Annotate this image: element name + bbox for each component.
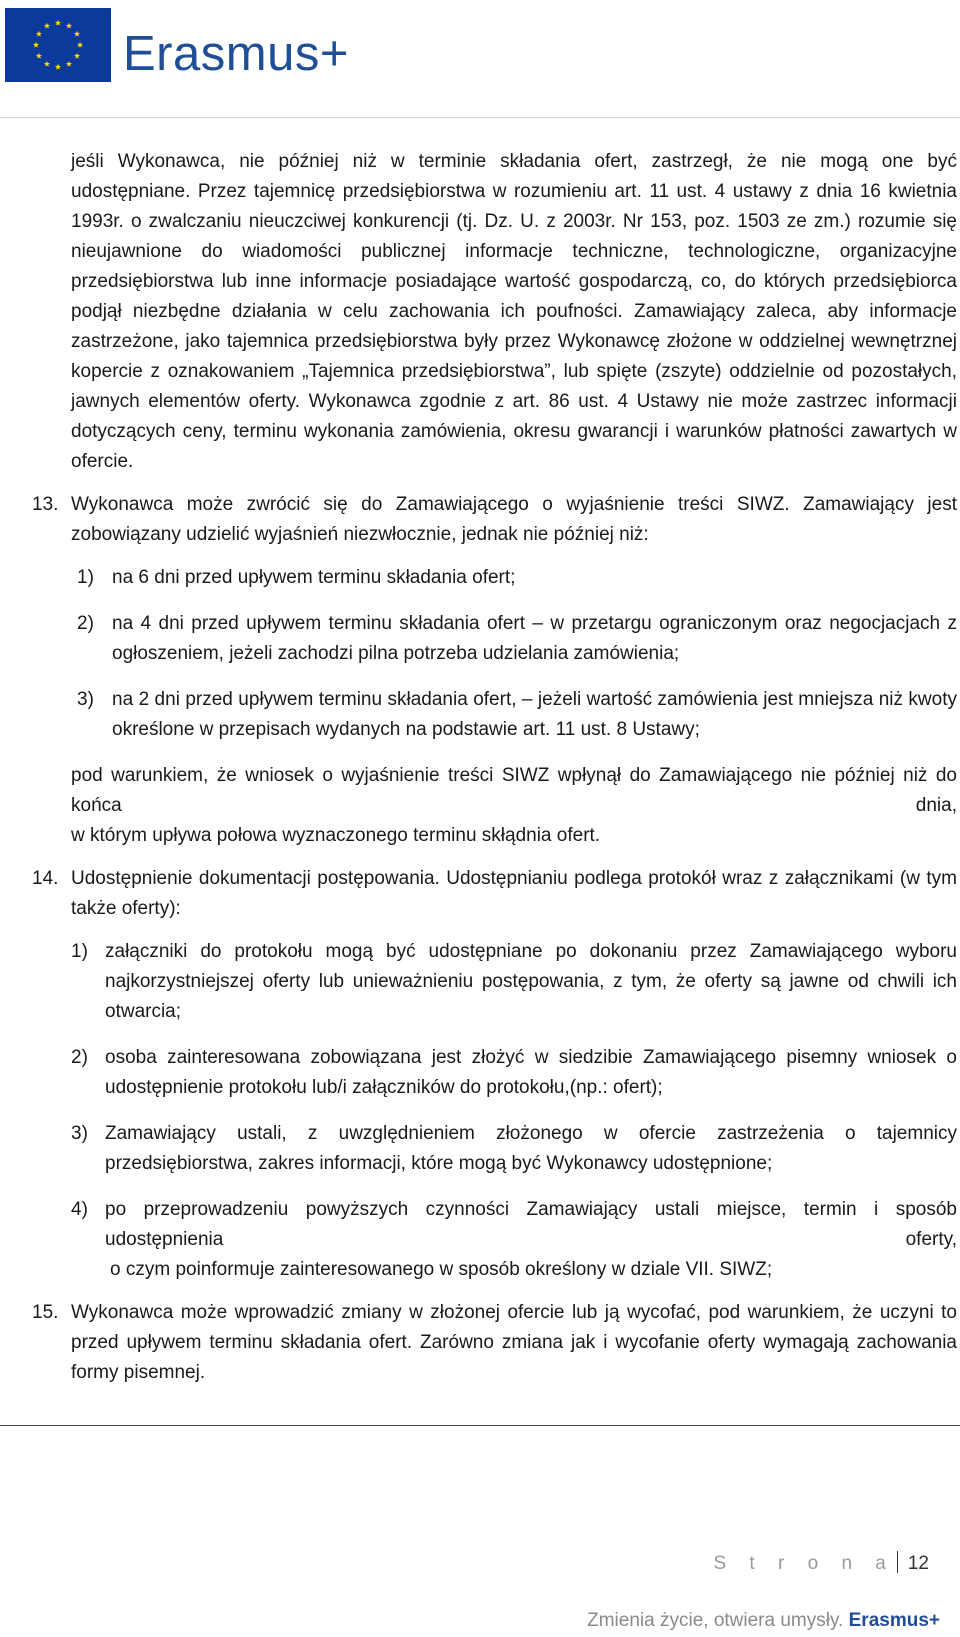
list-item [71, 609, 957, 669]
section-13 [32, 490, 957, 851]
eu-star-icon [74, 53, 80, 59]
section-15-text: Wykonawca może wprowadzić zmiany w złożonej ofercie lub ją wycofać, pod warunkiem, że uczyni to przed upływem terminu składania ofert. Zarówno zmiana jak i wycofanie oferty wymagają zachowania formy pisemnej. [71, 1302, 957, 1383]
page-number-value: 12 [907, 1553, 929, 1574]
page-separator [897, 1551, 898, 1573]
list-item-text: osoba zainteresowana zobowiązana jest złożyć w siedzibie Zamawiającego pisemny wniosek o udostępnienie protokołu lub/i załączników do protokołu,(np.: ofert); [105, 1047, 957, 1098]
eu-flag-icon [5, 8, 111, 82]
section-13-outro: pod warunkiem, że wniosek o wyjaśnienie treści SIWZ wpłynął do Zamawiającego nie później niż do końca dnia, [71, 765, 957, 816]
list-item-text-cont: o czym poinformuje zainteresowanego w sposób określony w dziale VII. SIWZ; [110, 1259, 773, 1280]
list-item-text: na 2 dni przed upływem terminu składania ofert, – jeżeli wartość zamówienia jest mniejsza niż kwoty określone w przepisach wydanych na podstawie art. 11 ust. 8 Ustawy; [112, 689, 957, 740]
eu-star-icon [77, 42, 83, 48]
section-13-outro-cont: w którym upływa połowa wyznaczonego terminu skłądnia ofert. [71, 825, 601, 846]
section-15 [32, 1298, 957, 1388]
eu-star-icon [44, 23, 50, 29]
list-item-number: 3) [77, 689, 94, 710]
list-item [71, 937, 957, 1027]
eu-star-icon [66, 61, 72, 67]
eu-star-icon [55, 64, 61, 70]
list-item-text: na 4 dni przed upływem terminu składania ofert – w przetargu ograniczonym oraz negocjacjach z ogłoszeniem, jeżeli zachodzi pilna potrzeba udzielania zamówienia; [112, 613, 957, 664]
list-item-number: 2) [71, 1047, 88, 1068]
section-13-intro: Wykonawca może zwrócić się do Zamawiającego o wyjaśnienie treści SIWZ. Zamawiający jest zobowiązany udzielić wyjaśnień niezwłocznie, jednak nie później niż: [71, 494, 957, 545]
page-label: S t r o n a [713, 1553, 895, 1574]
erasmus-logo-text: Erasmus+ [123, 27, 349, 81]
section-number: 13. [32, 494, 59, 515]
eu-star-icon [36, 53, 42, 59]
page-number [713, 1551, 929, 1575]
footer-divider [0, 1425, 960, 1426]
eu-star-icon [55, 20, 61, 26]
section-number: 14. [32, 868, 59, 889]
list-item-number: 1) [71, 941, 88, 962]
list-item [71, 1195, 957, 1285]
list-item [71, 1043, 957, 1103]
eu-stars-icon [5, 8, 111, 82]
eu-star-icon [74, 31, 80, 37]
list-item-text: załączniki do protokołu mogą być udostępniane po dokonaniu przez Zamawiającego wyboru najkorzystniejszej oferty lub unieważnieniu postępowania, z tym, że oferty są jawne od chwili ich otwarcia; [105, 941, 957, 1022]
list-item [71, 563, 957, 593]
header-divider [0, 117, 960, 118]
list-item [71, 1119, 957, 1179]
eu-star-icon [33, 42, 39, 48]
slogan-brand: Erasmus+ [848, 1610, 940, 1631]
section-number: 15. [32, 1302, 59, 1323]
page-header [0, 0, 960, 120]
slogan-text: Zmienia życie, otwiera umysły. [587, 1610, 844, 1631]
continuation-paragraph: jeśli Wykonawca, nie później niż w terminie składania ofert, zastrzegł, że nie mogą one być udostępniane. Przez tajemnicę przedsiębiorstwa w rozumieniu art. 11 ust. 4 ustawy z dnia 16 kwietnia 1993r. o zwalczaniu nieuczciwej konkurencji (tj. Dz. U. z 2003r. Nr 153, poz. 1503 ze zm.) rozumie się nieujawnione do wiadomości publicznej informacje techniczne, technologiczne, organizacyjne przedsiębiorstwa lub inne informacje posiadające wartość gospodarczą, co, do których przedsiębiorca podjął niezbędne działania w celu zachowania ich poufności. Zamawiający zaleca, aby informacje zastrzeżone, jako tajemnica przedsiębiorstwa były przez Wykonawcę złożone w oddzielnej wewnętrznej kopercie z oznakowaniem „Tajemnica przedsiębiorstwa”, lub spięte (zszyte) oddzielnie od pozostałych, jawnych elementów oferty. Wykonawca zgodnie z art. 86 ust. 4 Ustawy nie może zastrzec informacji dotyczących ceny, terminu wykonania zamówienia, okresu gwarancji i warunków płatności zawartych w ofercie. [71, 151, 957, 472]
list-item [71, 685, 957, 745]
section-14 [32, 864, 957, 1285]
eu-star-icon [36, 31, 42, 37]
list-item-number: 3) [71, 1123, 88, 1144]
eu-star-icon [66, 23, 72, 29]
list-item-number: 2) [77, 613, 94, 634]
list-item-number: 1) [77, 567, 94, 588]
list-item-text: Zamawiający ustali, z uwzględnieniem złożonego w ofercie zastrzeżenia o tajemnicy przedsiębiorstwa, zakres informacji, które mogą być Wykonawcy udostępnione; [105, 1123, 957, 1174]
list-item-text: na 6 dni przed upływem terminu składania ofert; [112, 567, 516, 588]
list-item-text: po przeprowadzeniu powyższych czynności Zamawiający ustali miejsce, termin i sposób udostępnienia oferty, [105, 1199, 957, 1250]
document-body [32, 147, 957, 1388]
eu-star-icon [44, 61, 50, 67]
section-14-intro: Udostępnienie dokumentacji postępowania. Udostępnianiu podlega protokół wraz z załącznikami (w tym także oferty): [71, 868, 957, 919]
list-item-number: 4) [71, 1199, 88, 1220]
footer-slogan [587, 1610, 940, 1632]
